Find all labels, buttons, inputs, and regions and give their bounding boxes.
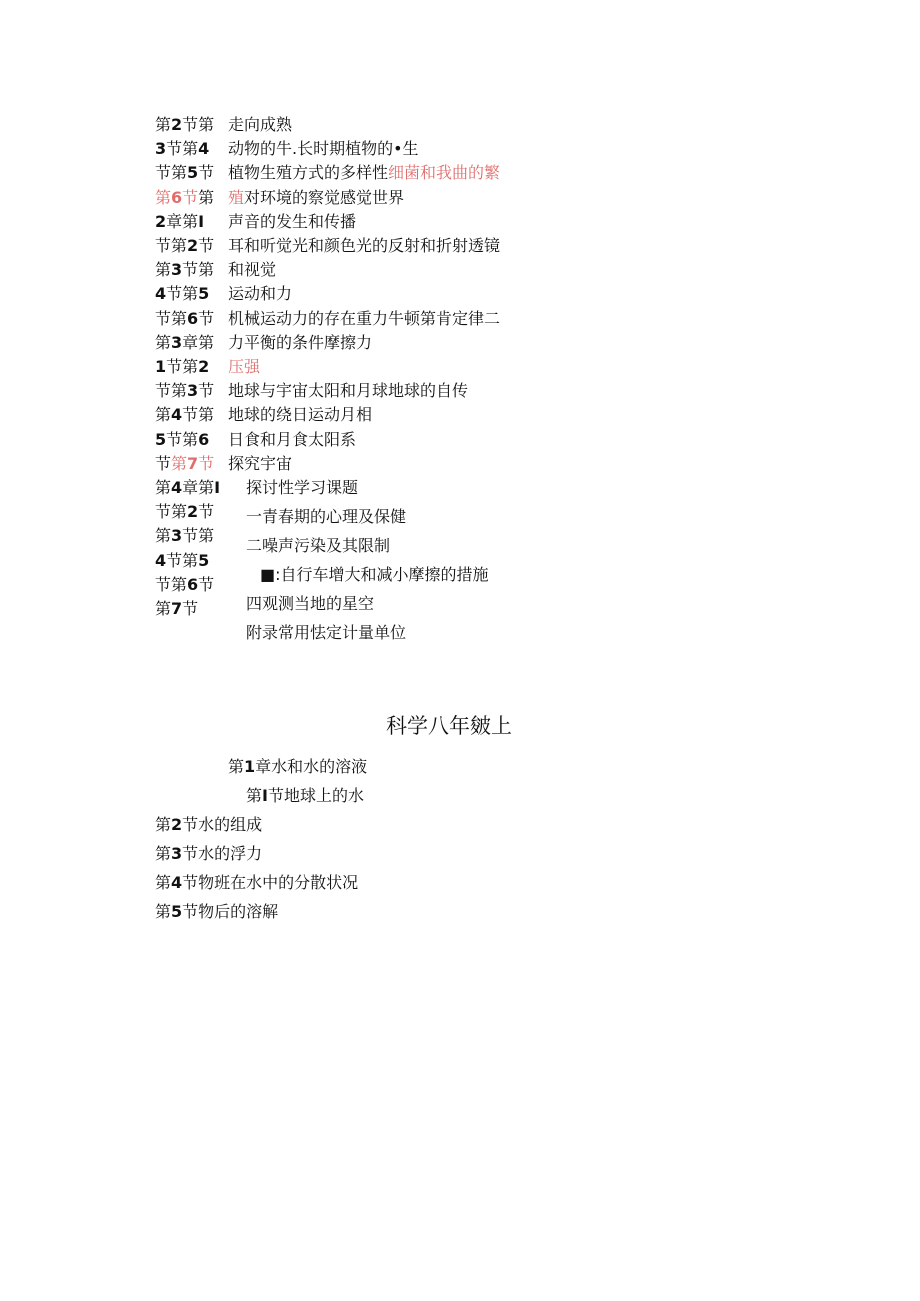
- text-segment: 节水的组成: [182, 815, 263, 834]
- text-segment: 节物班在水中的分散状况: [182, 873, 359, 892]
- text-segment: 3: [155, 139, 167, 159]
- toc-title-line: [228, 235, 500, 257]
- text-segment: 对环境的察觉感觉世界: [244, 187, 405, 207]
- section-line: [155, 901, 278, 923]
- text-segment: 2: [171, 815, 183, 834]
- text-segment: 5: [155, 429, 167, 449]
- text-segment: 耳和听觉光和颜色光的反射和折射透镜: [228, 236, 501, 255]
- toc-title-line: [228, 453, 292, 475]
- text-segment: 3: [171, 844, 183, 863]
- text-segment: 5: [187, 163, 199, 183]
- toc-title-line: [228, 332, 372, 354]
- text-segment: 第: [198, 187, 215, 207]
- text-segment: 二噪声污染及其限制: [246, 536, 391, 555]
- text-segment: 5: [198, 284, 210, 304]
- toc-number-line: [155, 259, 214, 281]
- toc-topic-line: [246, 622, 406, 644]
- text-segment: 附录常用怯定计量单位: [246, 623, 407, 642]
- text-segment: 4: [155, 284, 167, 304]
- text-segment: 第: [246, 786, 263, 805]
- text-segment: 节第: [166, 357, 199, 376]
- toc-title-line: [228, 283, 292, 305]
- toc-topic-line: [246, 593, 374, 615]
- text-segment: I: [262, 786, 268, 805]
- text-segment: 节: [198, 502, 215, 522]
- text-segment: 第: [155, 405, 172, 425]
- text-segment: 3: [171, 260, 183, 280]
- chapter-title: [228, 756, 367, 778]
- text-segment: 节第: [155, 163, 188, 183]
- text-segment: 地球与宇宙太阳和月球地球的自传: [228, 381, 469, 401]
- text-segment: 第: [155, 844, 172, 863]
- text-segment: 5: [171, 902, 183, 921]
- text-segment: 压强: [228, 357, 261, 376]
- text-segment: 节第: [155, 308, 188, 328]
- text-segment: 节第: [182, 260, 215, 280]
- section-line: [155, 872, 358, 894]
- toc-number-line: [155, 574, 214, 596]
- text-segment: I: [214, 478, 221, 497]
- text-segment: 3: [171, 526, 183, 546]
- text-segment: 4: [171, 478, 183, 497]
- text-segment: 1: [155, 357, 167, 376]
- text-segment: 节: [198, 236, 215, 255]
- text-segment: 3: [187, 381, 199, 401]
- text-segment: 2: [187, 502, 199, 522]
- toc-number-line: [155, 162, 214, 184]
- text-segment: 节地球上的水: [267, 786, 364, 805]
- text-segment: 节第: [166, 284, 199, 304]
- text-segment: 殖: [228, 187, 245, 207]
- text-segment: 地球的绕日运动月相: [228, 405, 373, 425]
- text-segment: 节物后的溶解: [182, 902, 279, 921]
- text-segment: 节: [198, 453, 215, 473]
- toc-title-line: [228, 404, 372, 426]
- toc-number-line: [155, 211, 204, 233]
- toc-number-line: [155, 114, 214, 136]
- text-segment: 章水和水的溶液: [255, 757, 368, 776]
- toc-title-line: [228, 429, 356, 451]
- text-segment: 节: [198, 308, 215, 328]
- toc-title-line: [228, 162, 500, 184]
- text-segment: 第: [155, 115, 172, 134]
- text-segment: 节第: [166, 429, 199, 449]
- text-segment: 第: [155, 478, 172, 497]
- text-segment: 节第: [182, 526, 215, 546]
- toc-number-line: [155, 550, 209, 572]
- text-segment: 4: [198, 139, 210, 159]
- text-segment: 走向成熟: [228, 115, 293, 134]
- toc-number-line: [155, 598, 198, 620]
- toc-title-line: [228, 211, 356, 233]
- text-segment: 声音的发生和传播: [228, 211, 357, 231]
- text-segment: 第: [155, 260, 172, 280]
- text-segment: I: [198, 211, 205, 231]
- text-segment: 节第: [155, 502, 188, 522]
- text-segment: 探讨性学习课题: [246, 478, 359, 497]
- text-segment: 2: [187, 236, 199, 255]
- toc-number-line: [155, 138, 209, 160]
- text-segment: 节水的浮力: [182, 844, 263, 863]
- toc-number-line: [155, 453, 214, 475]
- text-segment: 一青春期的心理及保健: [246, 507, 407, 526]
- text-segment: 节第: [166, 139, 199, 159]
- text-segment: 4: [155, 550, 167, 570]
- text-segment: 探究宇宙: [228, 453, 293, 473]
- toc-number-line: [155, 283, 209, 305]
- toc-number-line: [155, 404, 214, 426]
- text-segment: 第: [228, 757, 245, 776]
- text-segment: 章第: [182, 478, 215, 497]
- text-segment: 运动和力: [228, 284, 293, 304]
- toc-topic-line: [246, 506, 406, 528]
- toc-title-line: [228, 187, 404, 209]
- toc-number-line: [155, 332, 214, 354]
- text-segment: 第: [171, 453, 188, 473]
- text-segment: 第: [155, 902, 172, 921]
- text-segment: 日食和月食太阳系: [228, 429, 357, 449]
- text-segment: 3: [171, 332, 183, 352]
- toc-title-line: [228, 308, 500, 330]
- text-segment: 力平衡的条件摩擦力: [228, 332, 373, 352]
- text-segment: 节: [198, 163, 215, 183]
- text-segment: 2: [155, 211, 167, 231]
- text-segment: 节: [198, 381, 215, 401]
- text-segment: 第: [155, 526, 172, 546]
- text-segment: 7: [171, 599, 183, 618]
- toc-title-line: [228, 356, 260, 378]
- text-segment: ■:自行车增大和减小摩擦的措施: [260, 565, 489, 584]
- section-line: [155, 843, 262, 865]
- text-segment: 4: [171, 405, 183, 425]
- text-segment: 2: [198, 357, 210, 376]
- text-segment: 四观测当地的星空: [246, 594, 375, 613]
- toc-number-line: [155, 477, 220, 499]
- text-segment: 节: [155, 453, 172, 473]
- toc-number-line: [155, 525, 214, 547]
- text-segment: 章第: [182, 332, 215, 352]
- toc-number-line: [155, 429, 209, 451]
- text-segment: 4: [171, 873, 183, 892]
- toc-title-line: [228, 114, 292, 136]
- text-segment: 6: [198, 429, 210, 449]
- text-segment: 2: [171, 115, 183, 134]
- text-segment: 第: [155, 599, 172, 618]
- toc-number-line: [155, 501, 214, 523]
- text-segment: 节第: [155, 236, 188, 255]
- text-segment: 细菌和我曲的繁: [388, 163, 501, 183]
- toc-title-line: [228, 259, 276, 281]
- text-segment: 节第: [155, 381, 188, 401]
- text-segment: 6: [171, 187, 183, 207]
- toc-topic-line: [246, 477, 358, 499]
- text-segment: 动物的牛.长时期植物的•生: [228, 139, 419, 159]
- text-segment: 第: [155, 187, 172, 207]
- text-segment: 节第: [155, 574, 188, 594]
- toc-number-line: [155, 356, 209, 378]
- text-segment: 5: [198, 550, 210, 570]
- text-segment: 节: [198, 574, 215, 594]
- text-segment: 6: [187, 574, 199, 594]
- text-segment: 机械运动力的存在重力牛顿第肯定律二: [228, 308, 501, 328]
- text-segment: 第: [155, 815, 172, 834]
- toc-title-line: [228, 138, 419, 160]
- text-segment: 6: [187, 308, 199, 328]
- toc-number-line: [155, 380, 214, 402]
- text-segment: 节第: [182, 405, 215, 425]
- section-line: [155, 814, 262, 836]
- text-segment: 节第: [166, 550, 199, 570]
- text-segment: 第: [155, 332, 172, 352]
- text-segment: 节: [182, 599, 199, 618]
- text-segment: 节第: [182, 115, 215, 134]
- text-segment: 和视觉: [228, 260, 277, 280]
- toc-title-line: [228, 380, 468, 402]
- toc-topic-line: [246, 535, 390, 557]
- text-segment: 节: [182, 187, 199, 207]
- toc-number-line: [155, 235, 214, 257]
- toc-number-line: [155, 308, 214, 330]
- section-heading: 科学八年皴上: [386, 714, 512, 738]
- text-segment: 章第: [166, 211, 199, 231]
- text-segment: 第: [155, 873, 172, 892]
- toc-number-line: [155, 187, 214, 209]
- text-segment: 7: [187, 453, 199, 473]
- toc-topic-line: [260, 564, 489, 586]
- text-segment: 1: [244, 757, 256, 776]
- section-line: [246, 785, 364, 807]
- text-segment: 植物生殖方式的多样性: [228, 163, 389, 183]
